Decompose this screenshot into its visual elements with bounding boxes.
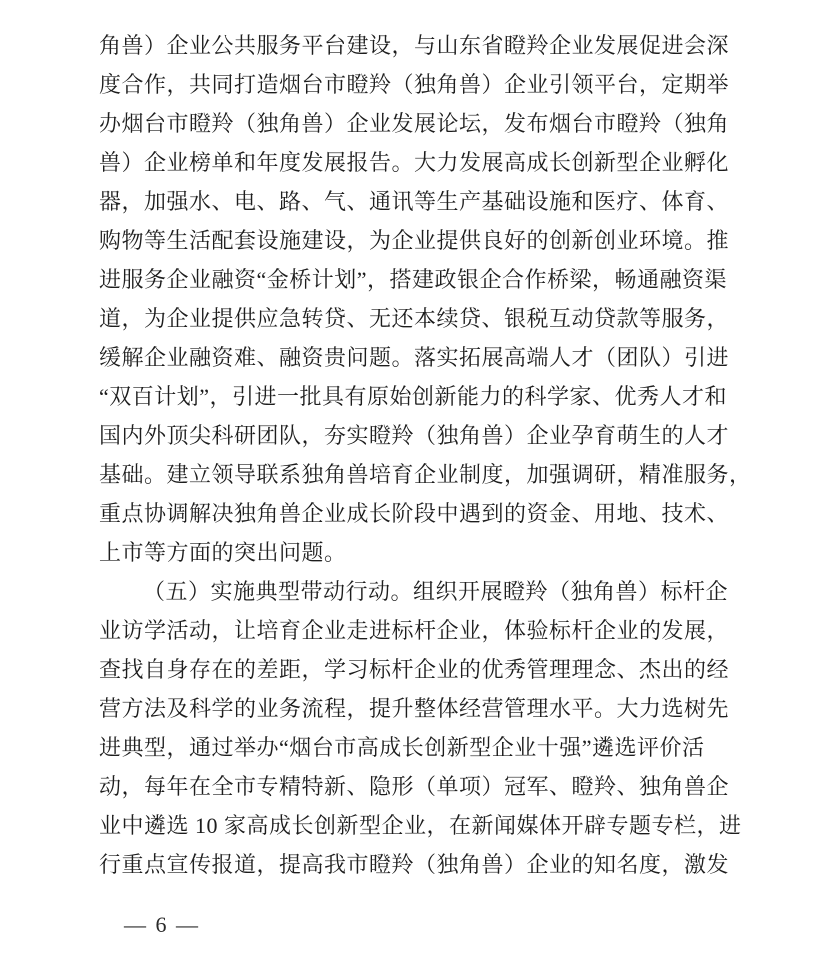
document-line: 道，为企业提供应急转贷、无还本续贷、银税互动贷款等服务， bbox=[99, 306, 730, 331]
document-line: 器，加强水、电、路、气、通讯等生产基础设施和医疗、体育、 bbox=[99, 189, 730, 214]
document-line: 兽）企业榜单和年度发展报告。大力发展高成长创新型企业孵化 bbox=[99, 150, 730, 175]
document-line: 基础。建立领导联系独角兽培育企业制度，加强调研，精准服务， bbox=[99, 462, 752, 487]
document-line: 缓解企业融资难、融资贵问题。落实拓展高端人才（团队）引进 bbox=[99, 345, 730, 370]
document-line: 国内外顶尖科研团队，夯实瞪羚（独角兽）企业孕育萌生的人才 bbox=[99, 423, 730, 448]
document-line: 购物等生活配套设施建设，为企业提供良好的创新创业环境。推 bbox=[99, 228, 730, 253]
document-line: 上市等方面的突出问题。 bbox=[99, 540, 347, 565]
document-body-text bbox=[99, 26, 752, 884]
document-line: 度合作，共同打造烟台市瞪羚（独角兽）企业引领平台，定期举 bbox=[99, 72, 730, 97]
document-line: 进服务企业融资“金桥计划”，搭建政银企合作桥梁，畅通融资渠 bbox=[99, 267, 728, 292]
document-line: 动，每年在全市专精特新、隐形（单项）冠军、瞪羚、独角兽企 bbox=[99, 774, 730, 799]
document-line: 查找自身存在的差距，学习标杆企业的优秀管理理念、杰出的经 bbox=[99, 657, 730, 682]
document-line: 重点协调解决独角兽企业成长阶段中遇到的资金、用地、技术、 bbox=[99, 501, 730, 526]
page-number: — 6 — bbox=[124, 912, 200, 937]
document-line: 进典型，通过举办“烟台市高成长创新型企业十强”遴选评价活 bbox=[99, 735, 705, 760]
document-line: 营方法及科学的业务流程，提升整体经营管理水平。大力选树先 bbox=[99, 696, 730, 721]
document-line: 办烟台市瞪羚（独角兽）企业发展论坛，发布烟台市瞪羚（独角 bbox=[99, 111, 730, 136]
document-line: 业访学活动，让培育企业走进标杆企业，体验标杆企业的发展， bbox=[99, 618, 730, 643]
document-line: 业中遴选 10 家高成长创新型企业，在新闻媒体开辟专题专栏，进 bbox=[99, 813, 742, 838]
document-line-section-heading: （五）实施典型带动行动。组织开展瞪羚（独角兽）标杆企 bbox=[143, 579, 729, 604]
document-line: “双百计划”，引进一批具有原始创新能力的科学家、优秀人才和 bbox=[99, 384, 728, 409]
document-line: 角兽）企业公共服务平台建设，与山东省瞪羚企业发展促进会深 bbox=[99, 33, 730, 58]
document-line: 行重点宣传报道，提高我市瞪羚（独角兽）企业的知名度，激发 bbox=[99, 852, 730, 877]
